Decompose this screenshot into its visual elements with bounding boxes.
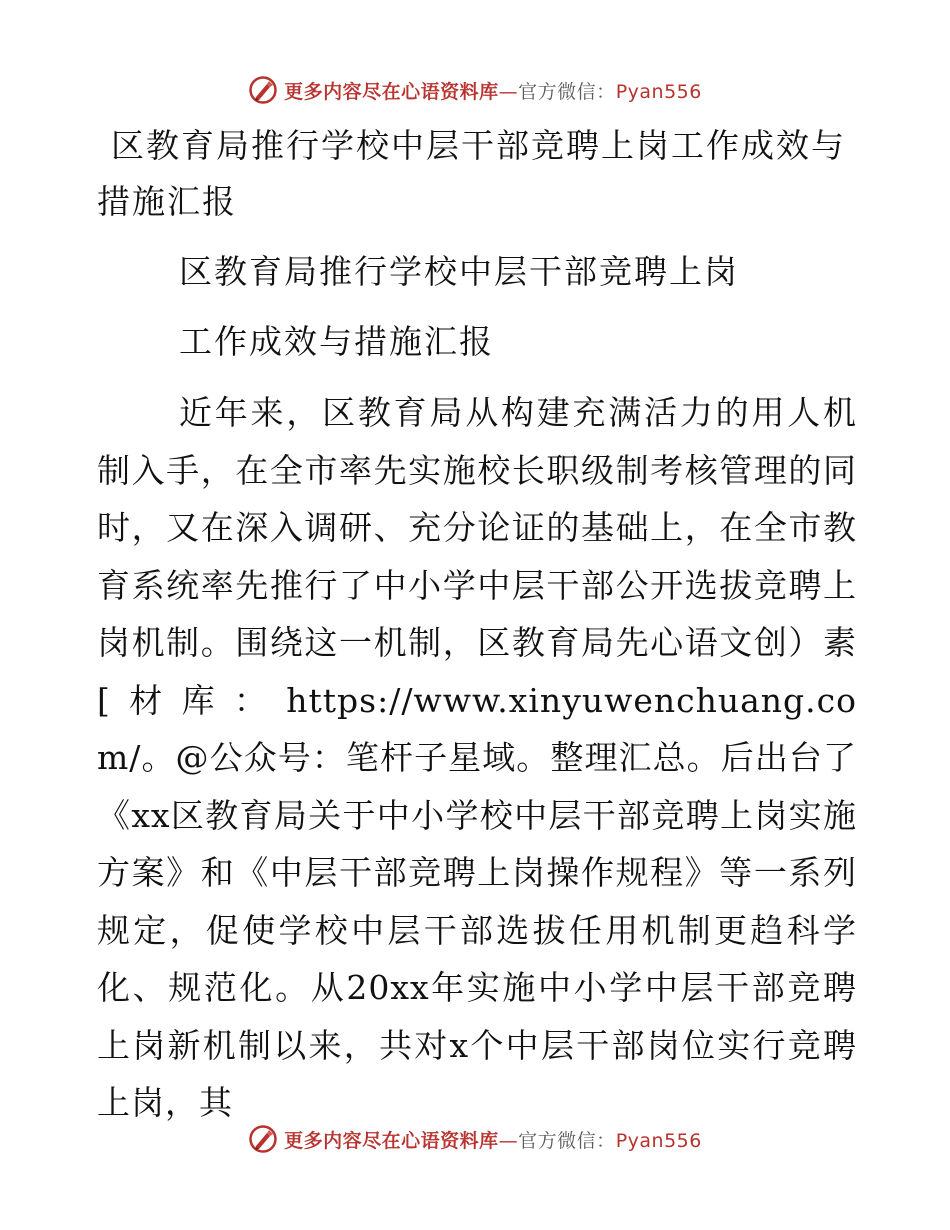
banner-wechat-id-footer: Pyan556	[615, 1129, 702, 1152]
banner-main-text-footer: 更多内容尽在心语资料库	[284, 1129, 499, 1152]
title-line-2: 措施汇报	[97, 182, 237, 221]
footer-banner	[0, 1121, 950, 1157]
header-banner	[0, 72, 950, 108]
banner-wechat-id: Pyan556	[615, 80, 702, 103]
document-title	[97, 118, 857, 230]
subtitle-line-2: 工作成效与措施汇报	[179, 322, 494, 361]
subtitle-line-1: 区教育局推行学校中层干部竞聘上岗	[179, 252, 739, 291]
banner-main-text: 更多内容尽在心语资料库	[284, 80, 499, 103]
body-paragraph: 近年来，区教育局从构建充满活力的用人机制入手，在全市率先实施校长职级制考核管理的同时，又在深入调研、充分论证的基础上，在全市教育系统率先推行了中小学中层干部公开选拔竞聘上岗机制。围绕这一机制，区教育局先心语文创）素[材库：https://www.xinyuwenchuang.com/。@公众号：笔杆子星域。整理汇总。后出台了《xx区教育局关于中小学校中层干部竞聘上岗实施方案》和《中层干部竞聘上岗操作规程》等一系列规定，促使学校中层干部选拔任用机制更趋科学化、规范化。从20xx年实施中小学中层干部竞聘上岗新机制以来，共对x个中层干部岗位实行竞聘上岗，其	[97, 393, 857, 1122]
title-line-1: 区教育局推行学校中层干部竞聘上岗工作成效与	[111, 126, 846, 165]
banner-text	[284, 77, 702, 104]
banner-text-footer	[284, 1126, 702, 1153]
pen-logo-icon	[248, 1124, 278, 1154]
banner-inner	[248, 75, 702, 105]
banner-label: 官方微信：	[518, 80, 616, 103]
banner-inner-footer	[248, 1124, 702, 1154]
banner-label-footer: 官方微信：	[518, 1129, 616, 1152]
document-content	[97, 118, 857, 1132]
banner-dash-footer: —	[498, 1129, 519, 1152]
pen-logo-icon	[248, 75, 278, 105]
banner-dash: —	[498, 80, 519, 103]
